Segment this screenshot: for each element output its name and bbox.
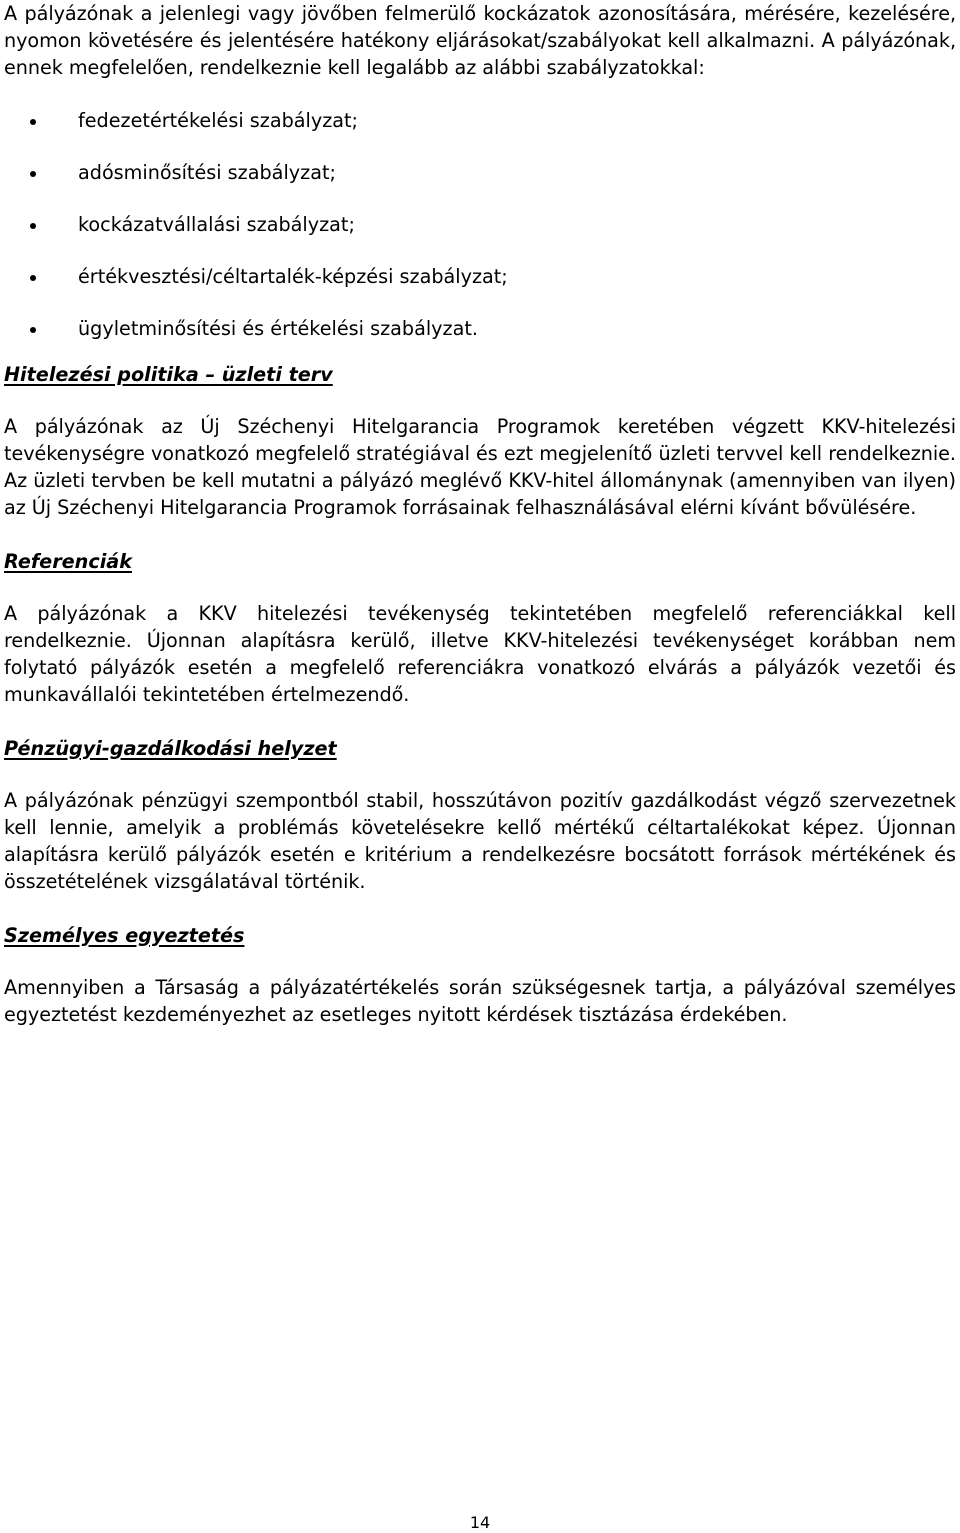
personal-consultation-paragraph: Amennyiben a Társaság a pályázatértékelés során szükségesnek tartja, a pályázóval személyes egyeztetést kezdeményezhet az esetleges nyitott kérdések tisztázása érdekében. [4, 975, 956, 1026]
list-item [4, 263, 956, 290]
list-item [4, 107, 956, 134]
policy-list [4, 107, 956, 343]
financial-situation-heading: Pénzügyi-gazdálkodási helyzet [4, 736, 337, 760]
bullet-icon [30, 171, 36, 177]
bullet-icon [30, 275, 36, 281]
list-item [4, 315, 956, 342]
list-item [4, 211, 956, 238]
list-item-text: kockázatvállalási szabályzat; [78, 212, 355, 236]
list-item-text: értékvesztési/céltartalék-képzési szabályzat; [78, 265, 508, 289]
bullet-icon [30, 223, 36, 229]
list-item [4, 159, 956, 186]
intro-paragraph: A pályázónak a jelenlegi vagy jövőben felmerülő kockázatok azonosítására, mérésére, kezelésére, nyomon követésére és jelentésére hatékony eljárásokat/szabályokat kell alkalmazni. A pályázónak, ennek megfelelően, rendelkeznie kell legalább az alábbi szabályzatokkal: [4, 2, 956, 80]
list-item-text: ügyletminősítési és értékelési szabályzat. [78, 317, 478, 341]
document-page [4, 0, 956, 1028]
bullet-icon [30, 327, 36, 333]
list-item-text: adósminősítési szabályzat; [78, 160, 336, 184]
references-paragraph: A pályázónak a KKV hitelezési tevékenység tekintetében megfelelő referenciákkal kell rendelkeznie. Újonnan alapításra kerülő, illetve KKV-hitelezési tevékenységet korábban nem folytató pályázók esetén a megfelelő referenciákra vonatkozó elvárás a pályázók vezetői és munkavállalói tekintetében értelmezendő. [4, 601, 956, 707]
personal-consultation-heading: Személyes egyeztetés [4, 923, 245, 947]
bullet-icon [30, 119, 36, 125]
list-item-text: fedezetértékelési szabályzat; [78, 108, 359, 132]
references-heading: Referenciák [4, 549, 132, 573]
credit-policy-paragraph: A pályázónak az Új Széchenyi Hitelgarancia Programok keretében végzett KKV-hitelezési tevékenységre vonatkozó megfelelő stratégiával és ezt megjelenítő üzleti tervvel kell rendelkeznie. Az üzleti tervben be kell mutatni a pályázó meglévő KKV-hitel állománynak (amennyiben van ilyen) az Új Széchenyi Hitelgarancia Programok forrásainak felhasználásával elérni kívánt bővülésére. [4, 414, 956, 520]
credit-policy-heading: Hitelezési politika – üzleti terv [4, 362, 333, 386]
financial-situation-paragraph: A pályázónak pénzügyi szempontból stabil, hosszútávon pozitív gazdálkodást végző szervezetnek kell lennie, amelyik a problémás követelésekre kellő mértékű céltartalékokat képez. Újonnan alapításra kerülő pályázók esetén e kritérium a rendelkezésre bocsátott források mértékének és összetételének vizsgálatával történik. [4, 788, 956, 894]
page-number: 14 [469, 1513, 491, 1532]
